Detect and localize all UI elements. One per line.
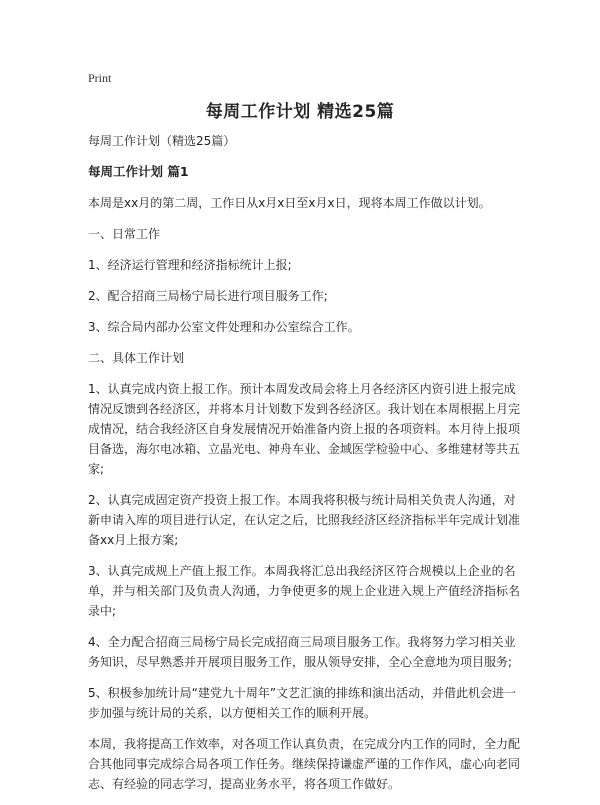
plan-item-1: 1、认真完成内资上报工作。预计本周发改局会将上月各经济区内资引进上报完成情况反馈到各经济区，并将本月计划数下发到各经济区。我计划在本周根据上月完成情况，结合我经济区自身发展情况开始准备内资上报的各项资料。本月待上报项目备选，海尔电冰箱、立晶光电、神舟车业、金域医学检验中心、多维建材等共五家; bbox=[88, 382, 521, 476]
document-title: 每周工作计划 精选25篇 bbox=[205, 102, 395, 122]
print-label: Print bbox=[88, 71, 112, 85]
paragraph-intro: 本周是xx月的第二周，工作日从x月x日至x月x日，现将本周工作做以计划。 bbox=[88, 196, 491, 210]
daily-item-3: 3、综合局内部办公室文件处理和办公室综合工作。 bbox=[88, 320, 360, 334]
heading-daily-work: 一、日常工作 bbox=[88, 227, 161, 241]
daily-item-1: 1、经济运行管理和经济指标统计上报; bbox=[88, 258, 292, 272]
daily-item-2: 2、配合招商三局杨宁局长进行项目服务工作; bbox=[88, 289, 328, 303]
plan-item-4: 4、全力配合招商三局杨宁局长完成招商三局项目服务工作。我将努力学习相关业务知识，尽早熟悉并开展项目服务工作，服从领导安排，全心全意地为项目服务; bbox=[88, 635, 516, 669]
plan-item-5: 5、积极参加统计局“建党九十周年”文艺汇演的排练和演出活动，并借此机会进一步加强与统计局的关系，以方便相关工作的顺利开展。 bbox=[88, 686, 517, 720]
plan-item-2: 2、认真完成固定资产投资上报工作。本周我将积极与统计局相关负责人沟通，对新申请入库的项目进行认定，在认定之后，比照我经济区经济指标半年完成计划准备xx月上报方案; bbox=[88, 493, 521, 547]
plan-item-3: 3、认真完成规上产值上报工作。本周我将汇总出我经济区符合规模以上企业的名单，并与相关部门及负责人沟通，力争使更多的规上企业进入规上产值经济指标名录中; bbox=[88, 564, 521, 618]
document-body bbox=[88, 131, 520, 805]
section-heading: 每周工作计划 篇1 bbox=[88, 164, 189, 179]
heading-specific-plan: 二、具体工作计划 bbox=[88, 351, 185, 365]
paragraph-closing: 本周，我将提高工作效率，对各项工作认真负责，在完成分内工作的同时，全力配合其他同事完成综合局各项工作任务。继续保持谦虚严谨的工作作风，虚心向老同志、有经验的同志学习，提高业务水平，将各项工作做好。 bbox=[88, 737, 521, 791]
document-subtitle: 每周工作计划（精选25篇） bbox=[88, 134, 236, 148]
